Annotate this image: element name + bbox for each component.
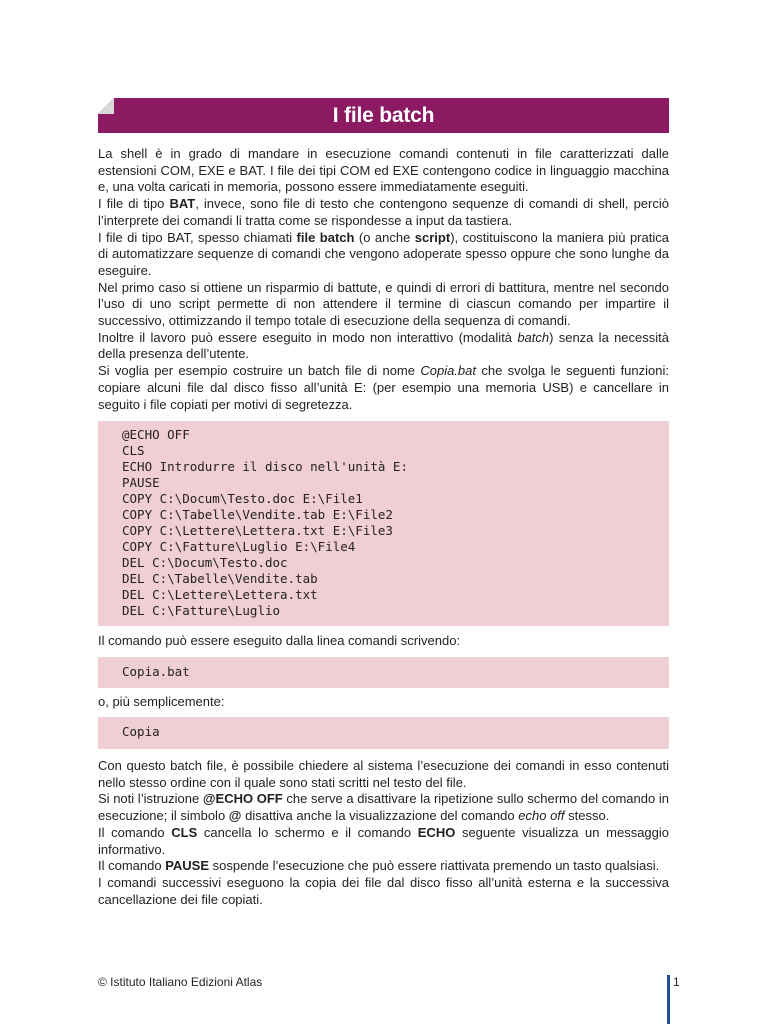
text-run: ), costituiscono la maniera più pratica di automatizzare sequenze di comandi che vengono adoperate spesso oppure che sono lunghe da eseguire.: [98, 229, 669, 278]
bold-term: CLS: [171, 824, 198, 840]
code-line: CLS: [122, 443, 145, 458]
code-block-run2: [98, 717, 669, 749]
text-run: Si voglia per esempio costruire un batch file di nome: [98, 363, 421, 379]
code-line: DEL C:\Lettere\Lettera.txt: [122, 587, 318, 602]
bold-term: PAUSE: [165, 858, 210, 874]
folded-corner-shadow: [98, 98, 114, 114]
bold-term: BAT: [169, 196, 196, 212]
italic-term: echo off: [518, 808, 565, 824]
or-instruction: [98, 694, 669, 711]
footer-rule: [667, 975, 670, 1024]
page-number: 1: [673, 975, 680, 989]
code-line: DEL C:\Tabelle\Vendite.tab: [122, 571, 318, 586]
footer-copyright: © Istituto Italiano Edizioni Atlas: [98, 975, 263, 989]
bold-term: @ECHO OFF: [202, 791, 283, 807]
code-line: ECHO Introdurre il disco nell'unità E:: [122, 459, 408, 474]
text-run: La shell è in grado di mandare in esecuzione comandi contenuti in file caratterizzati dalle estensioni COM, EXE e BAT. I file dei tipi COM ed EXE contengono codice in linguaggio macchina e, una volta caricati in memoria, possono essere immediatamente eseguiti.: [98, 146, 669, 195]
code-block-main: [98, 421, 669, 626]
text-run: sospende l’esecuzione che può essere riattivata premendo un tasto qualsiasi.: [209, 858, 660, 874]
text-run: cancella lo schermo e il comando: [197, 824, 418, 840]
code-line: PAUSE: [122, 475, 160, 490]
paragraph: [98, 146, 669, 196]
text-run: ) senza la necessità della presenza dell’utente.: [98, 329, 669, 362]
text-run: (o anche: [354, 229, 415, 245]
paragraph: [98, 280, 669, 330]
text-run: Inoltre il lavoro può essere eseguito in modo non interattivo (modalità: [98, 329, 518, 345]
paragraph: [98, 330, 669, 363]
code-line: COPY C:\Docum\Testo.doc E:\File1: [122, 491, 363, 506]
code-line: DEL C:\Fatture\Luglio: [122, 603, 281, 618]
text-run: Nel primo caso si ottiene un risparmio di battute, e quindi di errori di battitura, mentre nel secondo l’uso di uno script permette di non attendere il termine di ciascun comando per impartire il successivo, ottimizzando il tempo totale di esecuzione della sequenza di comandi.: [98, 279, 669, 329]
paragraph: [98, 230, 669, 280]
text-run: Con questo batch file, è possibile chiedere al sistema l’esecuzione dei comandi in esso contenuti nello stesso ordine con il quale sono stati scritti nel testo del file.: [98, 758, 669, 790]
text-run: seguente visualizza un messaggio informativo.: [98, 824, 670, 857]
paragraph: [98, 196, 669, 229]
text-run: Il comando: [98, 824, 172, 840]
code-line: COPY C:\Fatture\Luglio E:\File4: [122, 539, 356, 554]
intro-text: [98, 146, 669, 413]
italic-term: Copia.bat: [420, 363, 476, 379]
bold-term: ECHO: [417, 824, 456, 840]
text-run: disattiva anche la visualizzazione del comando: [241, 808, 519, 824]
text-run: che serve a disattivare la ripetizione sullo schermo del comando in esecuzione; il simbolo: [98, 791, 669, 824]
run-instruction-text: Il comando può essere eseguito dalla linea comandi scrivendo:: [98, 633, 461, 648]
paragraph: [98, 363, 669, 413]
explanation-text: [98, 758, 669, 908]
bold-term: file batch: [296, 229, 355, 245]
paragraph: [98, 758, 669, 791]
bold-term: script: [414, 229, 451, 245]
section-title-bar: [98, 98, 669, 133]
run-instruction: [98, 633, 669, 650]
text-run: Si noti l’istruzione: [98, 791, 203, 807]
text-run: I file di tipo: [98, 196, 170, 212]
text-run: I comandi successivi eseguono la copia dei file dal disco fisso all’unità esterna e la successiva cancellazione dei file copiati.: [98, 874, 669, 907]
code-line: DEL C:\Docum\Testo.doc: [122, 555, 288, 570]
code-line: Copia: [122, 724, 160, 739]
code-line: COPY C:\Lettere\Lettera.txt E:\File3: [122, 523, 393, 538]
paragraph: [98, 875, 669, 908]
text-run: , invece, sono file di testo che contengono sequenze di comandi di shell, perciò l’interprete dei comandi li tratta come se rispondesse a input da tastiera.: [98, 196, 669, 228]
text-run: Il comando: [98, 858, 166, 874]
bold-term: @: [228, 808, 242, 824]
italic-term: batch: [517, 329, 550, 345]
paragraph: [98, 825, 669, 858]
code-line: Copia.bat: [122, 664, 190, 679]
page-title: I file batch: [332, 103, 435, 127]
code-line: COPY C:\Tabelle\Vendite.tab E:\File2: [122, 507, 393, 522]
code-line: @ECHO OFF: [122, 427, 190, 442]
code-block-run1: [98, 657, 669, 688]
paragraph: [98, 791, 669, 824]
text-run: che svolga le seguenti funzioni: copiare alcuni file dal disco fisso all’unità E: (per esempio una memoria USB) e cancellare in seguito i file copiati per motivi di segretezza.: [98, 363, 669, 412]
text-run: I file di tipo BAT, spesso chiamati: [98, 229, 297, 245]
text-run: stesso.: [564, 808, 610, 824]
or-instruction-text: o, più semplicemente:: [98, 694, 225, 709]
paragraph: [98, 858, 669, 875]
